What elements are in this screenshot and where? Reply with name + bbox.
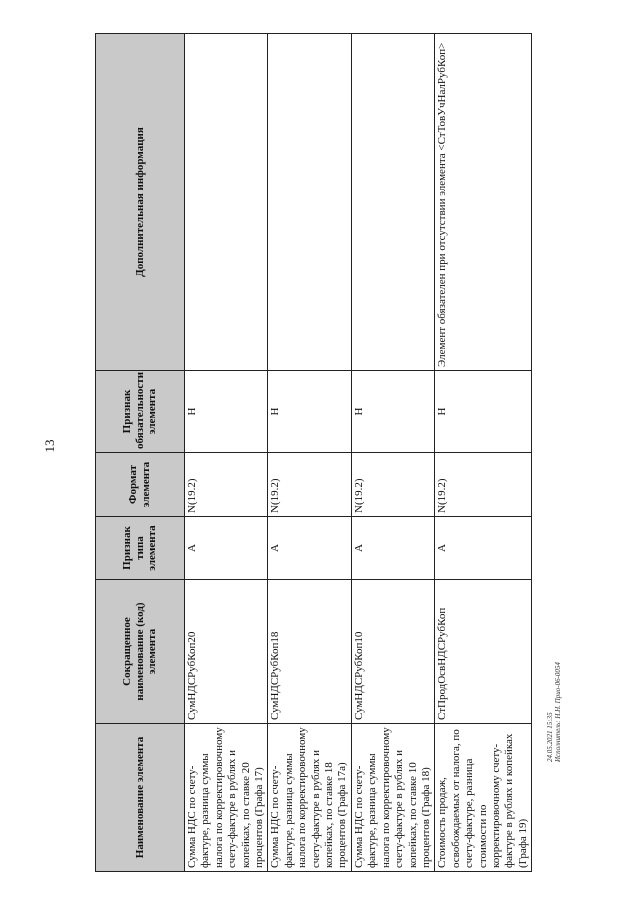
stamp-date: 24.05.2021 15:35 — [546, 712, 554, 762]
cell-required: Н — [351, 371, 434, 453]
cell-format: N(19.2) — [435, 453, 532, 517]
cell-info — [185, 34, 268, 371]
cell-name: Сумма НДС по счету-фактуре, разница суммы налога по корректировочному счету-фактуре в рублях и копейках, по ставке 10 процентов (Графа 18) — [351, 724, 434, 872]
table-row — [435, 34, 532, 872]
header-element-required: Признак обязательности элемента — [96, 371, 185, 453]
cell-required: Н — [435, 371, 532, 453]
header-element-format: Формат элемента — [96, 453, 185, 517]
cell-type: А — [435, 517, 532, 580]
cell-info — [351, 34, 434, 371]
cell-type: А — [351, 517, 434, 580]
cell-name: Сумма НДС по счету-фактуре, разница суммы налога по корректировочному счету-фактуре в рублях и копейках, по ставке 20 процентов (Графа 17) — [185, 724, 268, 872]
cell-code: СумНДСРубКоп10 — [351, 580, 434, 724]
table-row — [351, 34, 434, 872]
cell-type: А — [268, 517, 351, 580]
header-element-code: Сокращенное наименование (код) элемента — [96, 580, 185, 724]
cell-code: СумНДСРубКоп18 — [268, 580, 351, 724]
cell-format: N(19.2) — [185, 453, 268, 517]
cell-code: СтПродОсвНДСРубКоп — [435, 580, 532, 724]
header-element-name: Наименование элемента — [96, 724, 185, 872]
stamp-executor: Исполнитель: Н.Н. Прио-06-0054 — [554, 662, 563, 762]
table-row — [268, 34, 351, 872]
cell-required: Н — [185, 371, 268, 453]
cell-format: N(19.2) — [268, 453, 351, 517]
table-header-row — [96, 34, 185, 872]
header-element-type: Признак типа элемента — [96, 517, 185, 580]
rotated-table-container — [95, 33, 532, 872]
cell-type: А — [185, 517, 268, 580]
table-row — [185, 34, 268, 872]
elements-table — [95, 33, 532, 872]
cell-required: Н — [268, 371, 351, 453]
cell-info — [268, 34, 351, 371]
document-stamp — [546, 622, 562, 762]
cell-info: Элемент обязателен при отсутствии элемента <СтТовУчНалРубКоп> — [435, 34, 532, 371]
page-number: 13 — [42, 439, 57, 453]
cell-name: Сумма НДС по счету-фактуре, разница суммы налога по корректировочному счету-фактуре в рублях и копейках, по ставке 18 процентов (Графа 17а) — [268, 724, 351, 872]
cell-name: Стоимость продаж, освобождаемых от налога, по счету-фактуре, разница стоимости по корректировочному счету-фактуре в рублях и копейках (Графа 19) — [435, 724, 532, 872]
header-additional-info: Дополнительная информация — [96, 34, 185, 371]
cell-code: СумНДСРубКоп20 — [185, 580, 268, 724]
cell-format: N(19.2) — [351, 453, 434, 517]
